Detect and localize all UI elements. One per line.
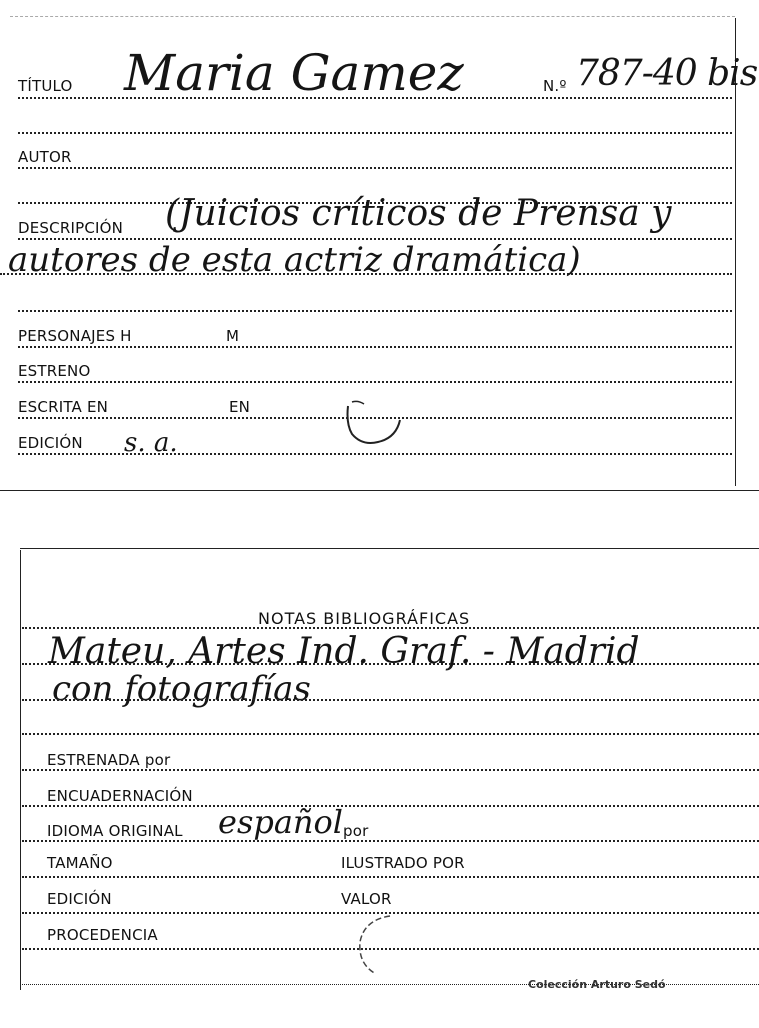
numero-label: N.º xyxy=(543,77,567,95)
card-border-bottom xyxy=(0,490,759,491)
idioma-label: IDIOMA ORIGINAL xyxy=(47,822,183,840)
autor-line xyxy=(18,167,732,169)
estreno-label: ESTRENO xyxy=(18,362,91,380)
notas-line-2-rule xyxy=(22,699,759,701)
catalog-card-back xyxy=(0,540,759,1028)
numero-value: 787-40 bis xyxy=(576,53,758,94)
edicion-label: EDICIÓN xyxy=(18,434,83,452)
personajes-line xyxy=(18,346,732,348)
titulo-value: Maria Gamez xyxy=(124,44,464,102)
ilustrado-label: ILUSTRADO POR xyxy=(341,854,465,872)
encuadernacion-line xyxy=(22,805,759,807)
escrita-en-label: EN xyxy=(229,398,251,416)
estrenada-label: ESTRENADA por xyxy=(47,751,171,769)
notas-line-3-rule xyxy=(22,733,759,735)
coleccion-label: Colección Arturo Sedó xyxy=(528,978,666,991)
estrenada-line xyxy=(22,769,759,771)
descripcion-label: DESCRIPCIÓN xyxy=(18,219,124,237)
titulo-label: TÍTULO xyxy=(18,77,73,95)
descripcion-line-1: (Juicios críticos de Prensa y xyxy=(165,193,672,234)
card-border-top xyxy=(10,16,735,17)
encuadernacion-label: ENCUADERNACIÓN xyxy=(47,787,193,805)
idioma-line xyxy=(22,840,759,842)
escrita-label: ESCRITA EN xyxy=(18,398,109,416)
catalog-card-front xyxy=(0,0,759,495)
stamp-circle-mark xyxy=(338,398,408,450)
tamano-label: TAMAÑO xyxy=(47,854,113,872)
notas-line-0 xyxy=(22,627,759,629)
notas-line-2: con fotografías xyxy=(52,669,311,709)
personajes-label: PERSONAJES H xyxy=(18,327,132,345)
edicion-value: s. a. xyxy=(124,428,178,458)
personajes-m-label: M xyxy=(226,327,240,345)
card-border-left xyxy=(20,550,21,990)
stamp-arc-mark xyxy=(350,912,420,980)
estreno-line xyxy=(18,381,732,383)
blank-line-1 xyxy=(18,132,732,134)
notas-line-1-rule xyxy=(22,663,759,665)
card-border-top xyxy=(20,548,759,549)
notas-heading: NOTAS BIBLIOGRÁFICAS xyxy=(258,609,471,628)
idioma-por-label: por xyxy=(343,822,369,840)
descripcion-line-2: autores de esta actriz dramática) xyxy=(8,240,581,280)
valor-label: VALOR xyxy=(341,890,392,908)
notas-line-1: Mateu, Artes Ind. Graf. - Madrid xyxy=(48,631,640,672)
procedencia-label: PROCEDENCIA xyxy=(47,926,158,944)
idioma-value: español xyxy=(218,803,344,841)
autor-label: AUTOR xyxy=(18,148,72,166)
blank-line-3 xyxy=(18,310,732,312)
tamano-line xyxy=(22,876,759,878)
edicion-label: EDICIÓN xyxy=(47,890,112,908)
